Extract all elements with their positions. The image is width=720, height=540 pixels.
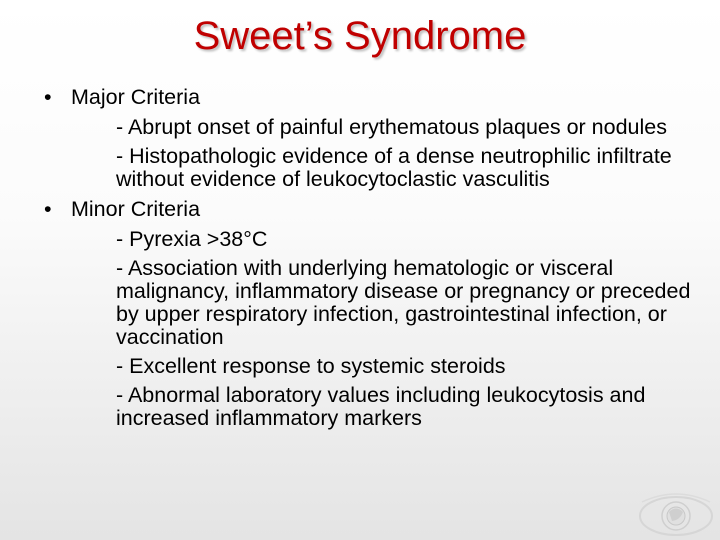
section-minor-criteria <box>44 198 704 430</box>
list-item <box>116 145 706 191</box>
list-item-text: - Excellent response to systemic steroids <box>116 354 506 378</box>
slide-title: Sweet’s Syndrome <box>193 14 527 58</box>
list-item <box>116 228 676 251</box>
list-item <box>116 257 691 349</box>
list-item <box>116 116 676 139</box>
list-item <box>116 355 691 378</box>
list-item-text: - Pyrexia >38°C <box>116 227 268 251</box>
list-item-text: - Histopathologic evidence of a dense neutrophilic infiltrate without evidence of leukocytoclastic vasculitis <box>116 144 672 191</box>
eye-emblem-icon <box>636 490 716 536</box>
list-item-text: - Abrupt onset of painful erythematous plaques or nodules <box>116 115 667 139</box>
section-heading: Major Criteria <box>71 85 201 109</box>
bullet-dot: • <box>44 197 52 221</box>
section-heading: Minor Criteria <box>71 197 201 221</box>
list-item <box>116 384 691 430</box>
slide-body <box>44 86 704 436</box>
list-item-text: - Association with underlying hematologic or visceral malignancy, inflammatory disease or pregnancy or preceded by upper respiratory infection, gastrointestinal infection, or vaccination <box>116 256 691 349</box>
bullet-dot: • <box>44 85 52 109</box>
list-item-text: - Abnormal laboratory values including leukocytosis and increased inflammatory markers <box>116 383 646 430</box>
section-major-criteria <box>44 86 704 191</box>
